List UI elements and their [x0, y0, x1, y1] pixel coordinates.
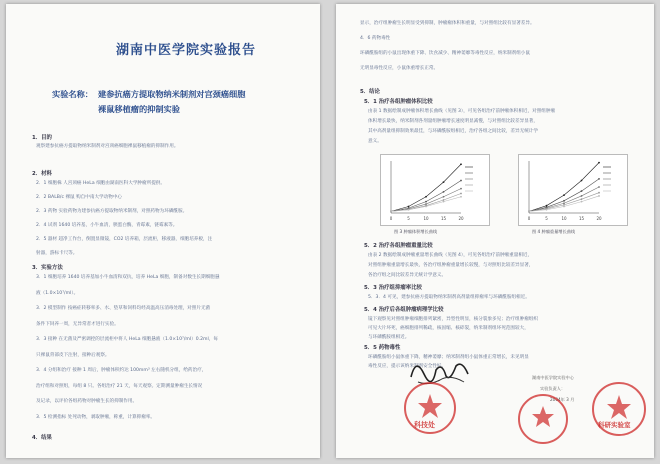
section-3-heading: 3．实验方法 [32, 265, 63, 271]
x-tick-label: 10 [423, 216, 429, 221]
stamp-left-text: 科技处 [414, 421, 435, 429]
pathology-line: 镜下观察见对照组肿瘤细胞排列紧密，异型性明显，核分裂象多见；治疗组肿瘤组织 [368, 317, 538, 322]
material-line: 2．4 试剂 1640 培养基，小牛血清，胰蛋白酶，青霉素，链霉素等。 [36, 223, 178, 228]
data-point [443, 196, 445, 198]
x-tick-label: 20 [458, 216, 464, 221]
data-point [460, 180, 462, 182]
inhibition-line: 5．3．4 可见，建参抗癌方提取物纳米制剂高剂量组抑瘤率与环磷酰胺组相近。 [368, 295, 530, 300]
x-tick-label: 0 [527, 216, 531, 221]
x-tick-label: 15 [440, 216, 447, 221]
data-point [563, 204, 565, 206]
red-seal-right [592, 382, 646, 436]
x-tick-label: 0 [389, 216, 393, 221]
experiment-label: 实验名称： [52, 89, 93, 99]
sign-date: 2004年 3 月 [550, 397, 575, 402]
volume-line: 由表 1 数据绘制成肿瘤体积增长曲线（见图 3），可见各组治疗前肿瘤体积相近，对照组肿瘤 [368, 109, 556, 114]
data-point [425, 201, 427, 203]
method-line: 只裸鼠背部皮下注射，接种后观察。 [36, 352, 110, 358]
data-point [598, 186, 600, 188]
method-line: 3．3 接种 在无菌及严密调控的层流柜中将人 HeLa 细胞悬液（1.0×10⁷/ml）0.2ml，每 [36, 337, 218, 342]
report-title: 湖南中医学院实验报告 [116, 43, 257, 58]
data-point [460, 193, 462, 195]
data-point [546, 205, 548, 207]
section-5-5-heading: 5．5 药物毒性 [364, 345, 401, 351]
section-5-3-heading: 5．3 治疗组抑瘤率比较 [364, 285, 422, 291]
figure-4-caption: 图 4 肿瘤重量增长曲线 [532, 229, 576, 234]
weight-line: 对照组肿瘤重量增长最快，各治疗组肿瘤重量增长较慢，与对照组比较差异显著， [368, 263, 534, 268]
data-point [443, 199, 445, 201]
figure-3-svg [381, 155, 489, 225]
volume-line: 其中高剂量组抑制效果最佳，与环磷酰胺组相近，治疗各组之间比较，差异无统计学 [368, 129, 538, 134]
x-tick-label: 15 [578, 216, 585, 221]
data-point [408, 206, 410, 208]
method-line: 3．5 检测指标 处死动物，剥取肿瘤，称重，计算抑瘤率。 [36, 414, 156, 420]
section-1-body: 观察建参抗癌方提取物纳米制剂对宫颈癌细胞裸鼠移植瘤的抑制作用。 [36, 144, 179, 149]
data-point [460, 188, 462, 190]
data-point [581, 180, 583, 182]
data-point [581, 190, 583, 192]
data-point [390, 210, 392, 212]
stamp-right-text: 科研实验室 [598, 421, 631, 429]
data-point [408, 209, 410, 211]
method-line: 3．1 细胞培养 1640 培养基加小牛血清和双抗，培养 HeLa 细胞，制备对数生长期细胞悬 [36, 275, 220, 280]
section-5-1-heading: 5．1 治疗各组肿瘤体积比较 [364, 99, 433, 105]
data-point [581, 198, 583, 200]
material-line: 2．1 细胞株 人宫颈癌 HeLa 细胞由湖南医科大学肿瘤所提供。 [36, 181, 165, 186]
pathology-line: 与环磷酰胺组相近。 [368, 335, 410, 340]
data-point [598, 192, 600, 194]
method-line: 治疗组和对照组，每组 8 只。各组治疗 21 天，每天观察。定期测量肿瘤生长情况 [36, 383, 203, 389]
data-point [546, 209, 548, 211]
toxicity-line: 环磷酰胺组小鼠体重下降，精神萎靡；纳米制剂组小鼠体重正常增长，未见明显 [368, 355, 529, 360]
result-line: 环磷酰胺组的小鼠出现体重下降、饮食减少、精神萎靡等毒性反应，纳米制剂组小鼠 [360, 51, 530, 56]
material-line: 2．2 BALB/c 裸鼠 购自中南大学动物中心 [36, 195, 123, 200]
figure-3-caption: 图 3 肿瘤体积增长曲线 [394, 229, 438, 234]
volume-line: 意义。 [368, 139, 382, 144]
x-tick-label: 5 [545, 216, 548, 221]
result-line: 显示，治疗组肿瘤生长明显受到抑制，肿瘤瘤体积和重量，与对照组比较有显著差异。 [360, 21, 535, 26]
data-point [563, 202, 565, 204]
sign-person-label: 实验负责人： [540, 386, 566, 391]
data-point [425, 206, 427, 208]
data-point [443, 191, 445, 193]
data-point [581, 201, 583, 203]
data-point [581, 195, 583, 197]
data-point [528, 210, 530, 212]
pathology-line: 可见大片坏死，癌细胞排列稀疏，核固缩、核碎裂，纳米制剂组坏死范围较大， [368, 326, 529, 331]
result-line: 无明显毒性反应，小鼠体重增长正常。 [360, 66, 439, 71]
method-line: 3．2 模型制作 按癌症转移率多、水、垫草和饲料均经高温高压消毒处理，对照片无菌 [36, 306, 211, 311]
experiment-name-line2: 裸鼠移植瘤的抑制实验 [98, 104, 180, 114]
report-page-left [6, 4, 320, 458]
section-2-heading: 2．材料 [32, 171, 52, 177]
report-page-right [336, 4, 654, 458]
sign-institution: 湖南中医学院实验中心 [532, 375, 574, 380]
section-1-heading: 1．目的 [32, 135, 52, 141]
data-point [443, 181, 445, 183]
data-point [598, 162, 600, 164]
figure-3-chart [380, 154, 490, 226]
x-tick-label: 20 [596, 216, 602, 221]
experiment-name-line1: 建参抗癌方提取物纳米制剂对宫颈癌细胞 [98, 89, 246, 99]
material-line: 射器，游标卡尺等。 [36, 251, 78, 256]
x-tick-label: 5 [407, 216, 410, 221]
material-line: 2．3 药物 实验药物为建参抗癌方提取物纳米制剂，对照药物为环磷酰胺。 [36, 209, 188, 214]
section-5-heading: 5．结论 [360, 89, 380, 95]
result-line: 4．6 药物毒性 [360, 36, 391, 41]
data-point [563, 200, 565, 202]
weight-line: 由表 2 数据绘制成肿瘤重量增长曲线（见图 4），可见各组治疗前肿瘤重量相近， [368, 253, 533, 258]
data-point [425, 203, 427, 205]
figure-4-svg [519, 155, 627, 225]
data-point [425, 196, 427, 198]
series-line [391, 189, 461, 212]
red-seal-left [404, 382, 456, 434]
figure-4-chart [518, 154, 628, 226]
material-line: 2．5 器材 超净工作台，倒置显微镜，CO2 培养箱，层流柜，移液器，细胞培养板，注 [36, 237, 213, 242]
section-4-heading: 4．结果 [32, 435, 52, 441]
volume-line: 体积增长最快，纳米制剂各剂量组肿瘤增长速度明显减慢，与对照组比较差异显著， [368, 119, 538, 124]
x-tick-label: 10 [561, 216, 567, 221]
data-point [460, 163, 462, 165]
method-line: 3．4 分组和治疗 接种 1 周后，肿瘤体积约达 100mm³ 左右随机分组，给药治疗， [36, 368, 207, 373]
section-5-2-heading: 5．2 治疗各组肿瘤重量比较 [364, 243, 433, 249]
toxicity-line: 毒性反应，提示该纳米制剂安全性好。 [368, 364, 447, 369]
method-line: 条件下饲养一周，无异常者才进行实验。 [36, 321, 119, 327]
data-point [598, 195, 600, 197]
data-point [460, 196, 462, 198]
method-line: 及记录，以评价各组药物对肿瘤生长的抑制作用。 [36, 399, 138, 404]
method-line: 液（1.0×10⁷/ml）。 [36, 290, 79, 296]
data-point [563, 194, 565, 196]
weight-line: 各治疗组之间比较差异无统计学意义。 [368, 273, 447, 278]
data-point [443, 201, 445, 203]
data-point [563, 206, 565, 208]
data-point [598, 178, 600, 180]
red-seal-middle [518, 394, 568, 444]
section-5-4-heading: 5．4 治疗后各组肿瘤病理学比较 [364, 307, 444, 313]
